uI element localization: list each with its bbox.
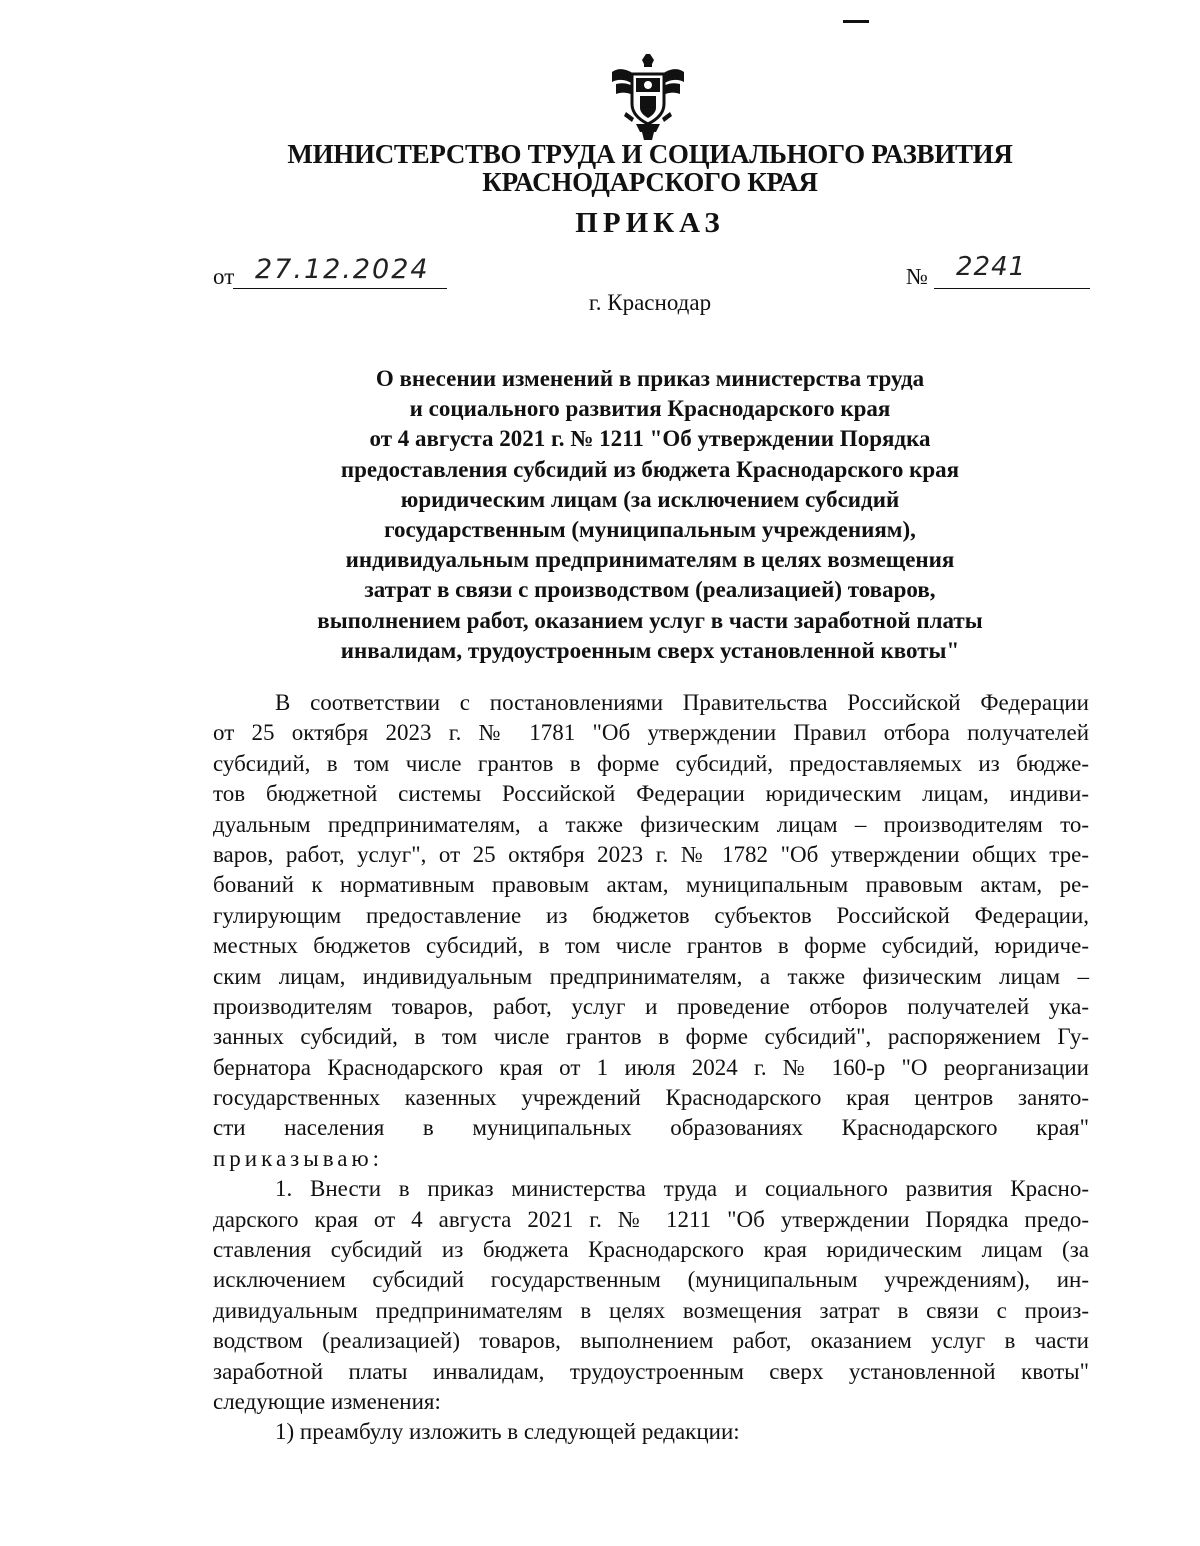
- date-underline: [233, 288, 447, 289]
- body-line: ским лицам, индивидуальным предпринимателям, а также физическим лицам –: [213, 963, 1089, 989]
- body-line: местных бюджетов субсидий, в том числе грантов в форме субсидий, юридиче-: [213, 933, 1089, 959]
- body-line: варов, работ, услуг", от 25 октября 2023 г. № 1782 "Об утверждении общих тре-: [213, 841, 1089, 867]
- subject-line: выполнением работ, оказанием услуг в части заработной платы: [317, 607, 983, 633]
- order-number-field: [906, 250, 1096, 290]
- subject-line: и социального развития Краснодарского края: [409, 396, 891, 422]
- subject-line: от 4 августа 2021 г. № 1211 "Об утверждении Порядка: [369, 426, 931, 452]
- body-line: гулирующим предоставление из бюджетов субъектов Российской Федерации,: [213, 902, 1089, 928]
- city-location: г. Краснодар: [588, 290, 712, 315]
- body-line: от 25 октября 2023 г. № 1781 "Об утверждении Правил отбора получателей: [213, 720, 1089, 746]
- number-prefix: №: [906, 264, 928, 289]
- top-dash-mark: [843, 20, 869, 23]
- document-type-title: ПРИКАЗ: [575, 207, 725, 239]
- ministry-name-line-2: КРАСНОДАРСКОГО КРАЯ: [482, 167, 818, 197]
- subject-line: индивидуальным предпринимателям в целях возмещения: [345, 547, 955, 573]
- handwritten-number: 2241: [956, 252, 1027, 282]
- subject-line: государственным (муниципальным учреждениям),: [384, 517, 916, 543]
- ministry-name-line-1: МИНИСТЕРСТВО ТРУДА И СОЦИАЛЬНОГО РАЗВИТИЯ: [287, 139, 1013, 169]
- body-line: водством (реализацией) товаров, выполнением работ, оказанием услуг в части: [213, 1328, 1089, 1354]
- body-line: 1) преамбулу изложить в следующей редакции:: [275, 1419, 740, 1445]
- body-line: дарского края от 4 августа 2021 г. № 1211 "Об утверждении Порядка предо-: [213, 1206, 1089, 1232]
- body-line: дивидуальным предпринимателям в целях возмещения затрат в связи с произ-: [213, 1297, 1089, 1323]
- body-line: тов бюджетной системы Российской Федерации юридическим лицам, индиви-: [213, 781, 1089, 807]
- coat-of-arms-emblem: [606, 52, 690, 144]
- body-line: производителям товаров, работ, услуг и проведение отборов получателей ука-: [213, 993, 1089, 1019]
- body-line: следующие изменения:: [213, 1388, 441, 1414]
- body-line: дуальным предпринимателям, а также физическим лицам – производителям то-: [213, 811, 1089, 837]
- body-line: заработной платы инвалидам, трудоустроенным сверх установленной квоты": [213, 1358, 1089, 1384]
- subject-line: юридическим лицам (за исключением субсидий: [400, 486, 900, 512]
- order-subject-heading: [200, 364, 1100, 666]
- body-line: 1. Внести в приказ министерства труда и социального развития Красно-: [275, 1176, 1089, 1202]
- body-line-ordering-word: приказываю:: [213, 1145, 384, 1171]
- subject-line: затрат в связи с производством (реализацией) товаров,: [364, 577, 936, 603]
- order-body-text: [213, 688, 1089, 1448]
- subject-line: предоставления субсидий из бюджета Краснодарского края: [340, 456, 960, 482]
- body-line: бований к нормативным правовым актам, муниципальным правовым актам, ре-: [213, 872, 1089, 898]
- date-prefix: от: [213, 264, 235, 289]
- body-line: исключением субсидий государственным (муниципальным учреждениям), ин-: [213, 1267, 1089, 1293]
- order-date-field: [213, 250, 453, 290]
- subject-line: инвалидам, трудоустроенным сверх установленной квоты": [340, 637, 960, 663]
- body-line: занных субсидий, в том числе грантов в форме субсидий", распоряжением Гу-: [213, 1024, 1089, 1050]
- number-underline: [934, 288, 1090, 289]
- body-line: субсидий, в том числе грантов в форме субсидий, предоставляемых из бюдже-: [213, 750, 1089, 776]
- body-line: сти населения в муниципальных образованиях Краснодарского края": [213, 1115, 1089, 1141]
- body-line: государственных казенных учреждений Краснодарского края центров занято-: [213, 1085, 1089, 1111]
- body-line: В соответствии с постановлениями Правительства Российской Федерации: [275, 690, 1089, 715]
- handwritten-date: 27.12.2024: [255, 254, 430, 285]
- body-line: ставления субсидий из бюджета Краснодарского края юридическим лицам (за: [213, 1237, 1089, 1263]
- body-line: бернатора Краснодарского края от 1 июля 2024 г. № 160-р "О реорганизации: [213, 1054, 1089, 1080]
- subject-line: О внесении изменений в приказ министерства труда: [375, 366, 925, 391]
- ministry-name: [200, 140, 1100, 196]
